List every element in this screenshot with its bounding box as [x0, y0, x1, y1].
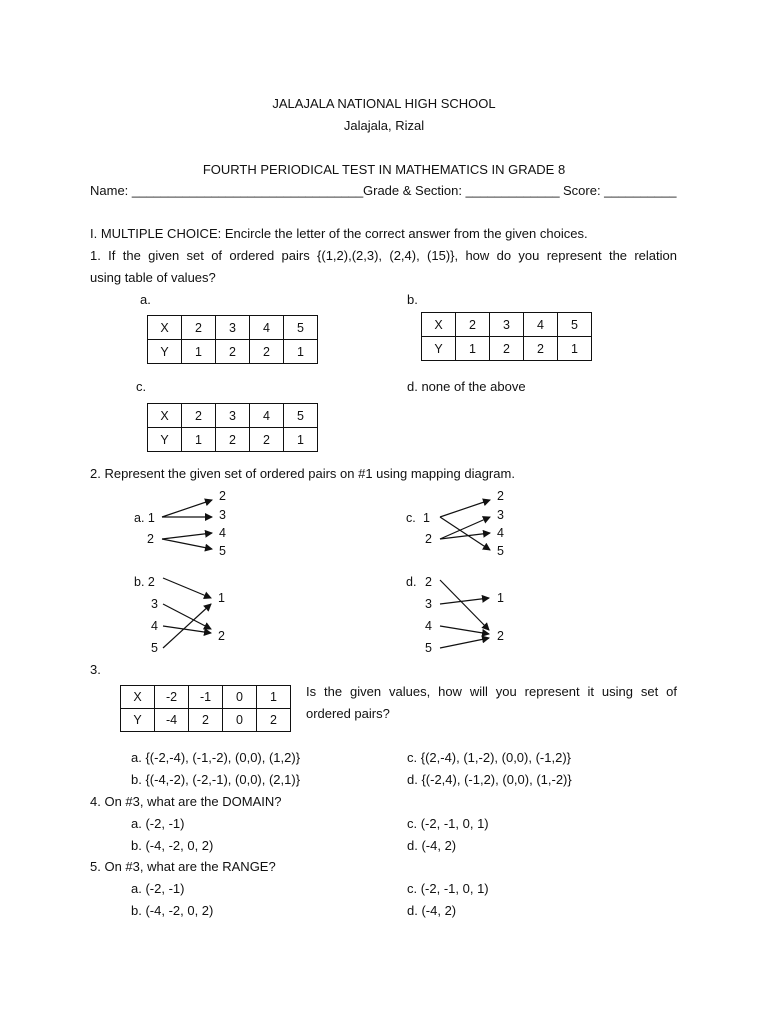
q3-option-a: a. {(-2,-4), (-1,-2), (0,0), (1,2)}: [131, 750, 301, 765]
mapping-arrow: [440, 598, 489, 604]
mapping-arrow: [162, 539, 212, 549]
q2-c-range-3: 3: [497, 508, 504, 522]
q1-text-line2: using table of values?: [90, 270, 216, 285]
q2-a-domain-2: 2: [147, 532, 154, 546]
school-name: JALAJALA NATIONAL HIGH SCHOOL: [272, 96, 496, 111]
test-title: FOURTH PERIODICAL TEST IN MATHEMATICS IN GRADE 8: [202, 162, 566, 177]
table-cell: X: [422, 313, 456, 337]
table-cell: 1: [284, 340, 318, 364]
q2-c-range-4: 4: [497, 526, 504, 540]
table-cell: 2: [189, 709, 223, 732]
table-cell: Y: [148, 340, 182, 364]
q2-option-a-diagram: [134, 489, 226, 558]
table-cell: 5: [558, 313, 592, 337]
table-cell: -4: [155, 709, 189, 732]
q2-c-domain-2: 2: [425, 532, 432, 546]
mapping-arrow: [440, 626, 489, 634]
q2-prompt: 2. Represent the given set of ordered pairs on #1 using mapping diagram.: [90, 466, 515, 481]
table-cell: 1: [558, 337, 592, 361]
mapping-arrow: [162, 533, 212, 539]
q1-option-a-label: a.: [140, 292, 151, 307]
q3-prompt-line1: Is the given values, how will you represent it using set of: [306, 684, 677, 699]
table-cell: 0: [223, 709, 257, 732]
table-cell: -1: [189, 686, 223, 709]
q2-b-range-2: 2: [218, 629, 225, 643]
table-cell: X: [121, 686, 155, 709]
q2-d-domain-4: 4: [425, 619, 432, 633]
q3-option-c: c. {(2,-4), (1,-2), (0,0), (-1,2)}: [407, 750, 571, 765]
q2-a-range-2: 2: [219, 489, 226, 503]
q2-a-range-3: 3: [219, 508, 226, 522]
q3-prompt-line2: ordered pairs?: [306, 706, 390, 721]
q1-option-b-label: b.: [407, 292, 418, 307]
q2-b-domain-3: 3: [151, 597, 158, 611]
table-cell: -2: [155, 686, 189, 709]
table-cell: 2: [250, 340, 284, 364]
mapping-arrow: [440, 500, 490, 517]
table-cell: 3: [216, 404, 250, 428]
q2-a-label: a. 1: [134, 511, 155, 525]
table-cell: 5: [284, 404, 318, 428]
q2-a-range-5: 5: [219, 544, 226, 558]
q2-d-domain-2: 2: [425, 575, 432, 589]
q2-d-range-1: 1: [497, 591, 504, 605]
q2-d-label: d.: [406, 575, 417, 589]
q2-a-range-4: 4: [219, 526, 226, 540]
q1-option-d: d. none of the above: [407, 379, 526, 394]
table-cell: 2: [524, 337, 558, 361]
score-field: Score: __________: [563, 183, 677, 198]
table-cell: X: [148, 404, 182, 428]
q5-option-a: a. (-2, -1): [131, 881, 185, 896]
table-cell: 4: [250, 316, 284, 340]
table-cell: 2: [456, 313, 490, 337]
school-location: Jalajala, Rizal: [343, 118, 425, 133]
q3-option-b: b. {(-4,-2), (-2,-1), (0,0), (2,1)}: [131, 772, 301, 787]
q4-option-c: c. (-2, -1, 0, 1): [407, 816, 489, 831]
table-cell: 4: [250, 404, 284, 428]
q4-option-b: b. (-4, -2, 0, 2): [131, 838, 214, 853]
q2-b-domain-5: 5: [151, 641, 158, 655]
name-field: Name: ________________________________: [90, 183, 364, 198]
mapping-arrow: [440, 638, 489, 648]
q5-option-c: c. (-2, -1, 0, 1): [407, 881, 489, 896]
table-cell: Y: [422, 337, 456, 361]
table-cell: 2: [182, 404, 216, 428]
table-cell: 0: [223, 686, 257, 709]
q4-option-d: d. (-4, 2): [407, 838, 457, 853]
q5-option-b: b. (-4, -2, 0, 2): [131, 903, 214, 918]
grade-section-field: Grade & Section: _____________: [363, 183, 560, 198]
q4-prompt: 4. On #3, what are the DOMAIN?: [90, 794, 282, 809]
section-instruction: I. MULTIPLE CHOICE: Encircle the letter of the correct answer from the given choices.: [90, 226, 588, 241]
mapping-arrow: [163, 626, 211, 633]
q1-option-c-label: c.: [136, 379, 147, 394]
q2-d-range-2: 2: [497, 629, 504, 643]
mapping-arrow: [440, 580, 489, 630]
table-cell: 1: [284, 428, 318, 452]
q3-option-d: d. {(-2,4), (-1,2), (0,0), (1,-2)}: [407, 772, 572, 787]
mapping-arrow: [163, 604, 211, 648]
q3-number: 3.: [90, 662, 101, 677]
q2-d-domain-3: 3: [425, 597, 432, 611]
table-cell: 2: [216, 340, 250, 364]
table-cell: X: [148, 316, 182, 340]
table-cell: 5: [284, 316, 318, 340]
mapping-arrow: [163, 578, 211, 598]
table-cell: 1: [257, 686, 291, 709]
q2-b-range-1: 1: [218, 591, 225, 605]
q1-text-line1: 1. If the given set of ordered pairs {(1,2),(2,3), (2,4), (15)}, how do you represent the relation: [90, 248, 677, 263]
table-cell: 2: [257, 709, 291, 732]
table-cell: 2: [490, 337, 524, 361]
table-cell: Y: [121, 709, 155, 732]
table-cell: 1: [182, 428, 216, 452]
q4-option-a: a. (-2, -1): [131, 816, 185, 831]
table-cell: 2: [250, 428, 284, 452]
table-cell: 4: [524, 313, 558, 337]
q2-option-b-diagram: [134, 575, 225, 655]
q2-c-range-2: 2: [497, 489, 504, 503]
table-cell: 3: [216, 316, 250, 340]
q2-b-label: b. 2: [134, 575, 155, 589]
table-cell: 1: [182, 340, 216, 364]
table-cell: 3: [490, 313, 524, 337]
q2-c-range-5: 5: [497, 544, 504, 558]
q3-table: [120, 685, 291, 732]
q2-d-domain-5: 5: [425, 641, 432, 655]
q2-option-d-diagram: [406, 575, 504, 655]
mapping-arrow: [162, 500, 212, 517]
q2-option-c-diagram: [406, 489, 504, 558]
table-cell: 2: [216, 428, 250, 452]
table-cell: 1: [456, 337, 490, 361]
table-cell: Y: [148, 428, 182, 452]
q2-b-domain-4: 4: [151, 619, 158, 633]
q5-option-d: d. (-4, 2): [407, 903, 457, 918]
q5-prompt: 5. On #3, what are the RANGE?: [90, 859, 276, 874]
q2-c-label: c.: [406, 511, 416, 525]
q2-c-domain-1: 1: [423, 511, 430, 525]
table-cell: 2: [182, 316, 216, 340]
